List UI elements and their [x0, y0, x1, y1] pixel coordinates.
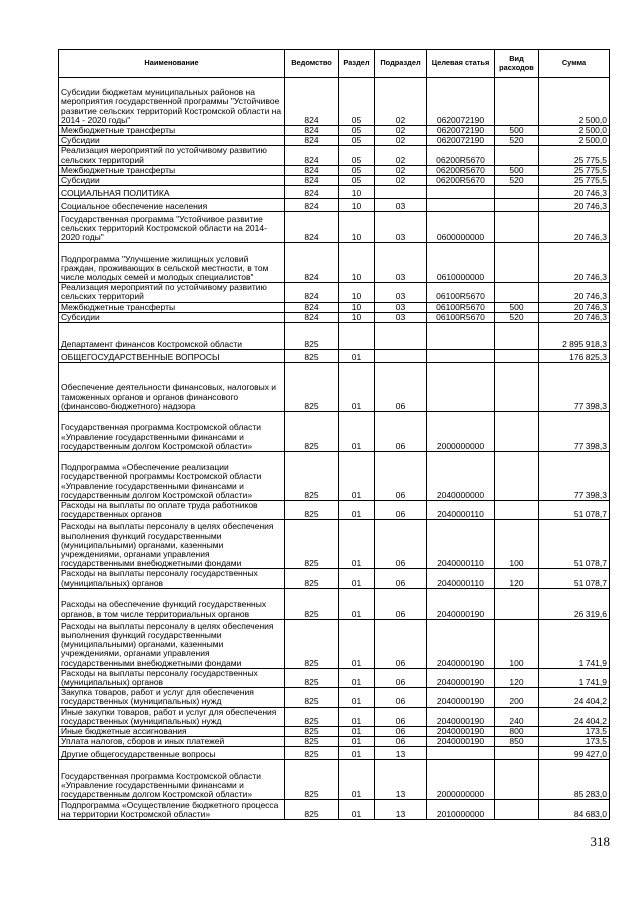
row-subsection: 03	[375, 302, 427, 312]
row-target-item: 2040000190	[427, 737, 495, 747]
row-target-item	[427, 199, 495, 212]
row-department: 825	[285, 727, 339, 737]
row-section: 01	[339, 363, 375, 412]
row-name: Государственная программа Костромской области «Управление государственными финансами и государственным долгом Костромской области»	[59, 412, 285, 452]
header-subsection: Подраздел	[375, 50, 427, 78]
row-name: Подпрограмма "Улучшение жилищных условий граждан, проживающих в сельской местности, в том числе молодых семей и молодых специалистов"	[59, 243, 285, 283]
table-row	[59, 501, 610, 520]
table-row	[59, 136, 610, 146]
row-expense-type: 120	[495, 668, 539, 687]
row-subsection: 03	[375, 212, 427, 243]
row-name: Государственная программа Костромской области «Управление государственными финансами и государственным долгом Костромской области»	[59, 760, 285, 800]
row-expense-type: 500	[495, 302, 539, 312]
row-expense-type	[495, 747, 539, 760]
row-amount: 20 746,3	[539, 312, 610, 322]
row-expense-type: 120	[495, 569, 539, 588]
table-row	[59, 520, 610, 569]
row-department: 824	[285, 212, 339, 243]
table-row	[59, 727, 610, 737]
row-department: 824	[285, 186, 339, 199]
row-expense-type	[495, 760, 539, 800]
row-department: 825	[285, 737, 339, 747]
row-subsection: 03	[375, 199, 427, 212]
row-department: 825	[285, 800, 339, 820]
row-amount: 176 825,3	[539, 350, 610, 363]
table-row	[59, 707, 610, 726]
row-expense-type: 520	[495, 136, 539, 146]
row-subsection	[375, 186, 427, 199]
row-section: 10	[339, 243, 375, 283]
row-subsection: 13	[375, 747, 427, 760]
table-row	[59, 312, 610, 322]
table-row	[59, 283, 610, 302]
row-department: 824	[285, 136, 339, 146]
row-target-item: 2040000190	[427, 707, 495, 726]
row-expense-type	[495, 588, 539, 619]
row-amount: 24 404,2	[539, 688, 610, 707]
header-section: Раздел	[339, 50, 375, 78]
row-section: 01	[339, 737, 375, 747]
row-subsection: 06	[375, 363, 427, 412]
row-target-item: 2040000110	[427, 501, 495, 520]
row-amount: 77 398,3	[539, 363, 610, 412]
row-target-item: 0600000000	[427, 212, 495, 243]
row-target-item: 2040000190	[427, 619, 495, 668]
row-department: 825	[285, 668, 339, 687]
row-section: 01	[339, 619, 375, 668]
row-subsection: 13	[375, 800, 427, 820]
row-section: 01	[339, 688, 375, 707]
row-section: 05	[339, 126, 375, 136]
row-department: 825	[285, 412, 339, 452]
row-target-item: 06100R5670	[427, 302, 495, 312]
row-subsection: 06	[375, 619, 427, 668]
row-name: Подпрограмма «Обеспечение реализации государственной программы Костромской области «Управление государственными финансами и государственным долгом Костромской области»	[59, 452, 285, 501]
row-expense-type	[495, 350, 539, 363]
row-department: 825	[285, 452, 339, 501]
row-amount: 20 746,3	[539, 302, 610, 312]
row-expense-type	[495, 78, 539, 126]
row-department: 824	[285, 78, 339, 126]
row-amount: 26 319,6	[539, 588, 610, 619]
row-subsection: 02	[375, 78, 427, 126]
row-department: 825	[285, 588, 339, 619]
row-target-item: 2040000190	[427, 668, 495, 687]
row-name: Закупка товаров, работ и услуг для обеспечения государственных (муниципальных) нужд	[59, 688, 285, 707]
row-section: 01	[339, 588, 375, 619]
row-department: 824	[285, 312, 339, 322]
row-subsection: 06	[375, 569, 427, 588]
row-expense-type	[495, 412, 539, 452]
row-section: 05	[339, 78, 375, 126]
table-row	[59, 588, 610, 619]
row-amount: 20 746,3	[539, 283, 610, 302]
row-section	[339, 323, 375, 350]
row-name: СОЦИАЛЬНАЯ ПОЛИТИКА	[59, 186, 285, 199]
row-subsection	[375, 323, 427, 350]
row-subsection: 13	[375, 760, 427, 800]
row-section: 01	[339, 412, 375, 452]
row-amount: 25 775,5	[539, 165, 610, 175]
row-section: 01	[339, 668, 375, 687]
row-target-item: 06200R5670	[427, 146, 495, 165]
row-name: Субсидии	[59, 176, 285, 186]
row-section: 10	[339, 186, 375, 199]
row-amount: 2 500,0	[539, 126, 610, 136]
row-subsection: 06	[375, 520, 427, 569]
row-amount: 25 775,5	[539, 146, 610, 165]
row-subsection: 06	[375, 737, 427, 747]
row-name: Иные закупки товаров, работ и услуг для обеспечения государственных (муниципальных) нужд	[59, 707, 285, 726]
table-row	[59, 302, 610, 312]
row-target-item: 2040000190	[427, 688, 495, 707]
row-section: 01	[339, 747, 375, 760]
row-department: 824	[285, 126, 339, 136]
table-row	[59, 323, 610, 350]
table-row	[59, 737, 610, 747]
row-expense-type: 100	[495, 520, 539, 569]
row-name: Иные бюджетные ассигнования	[59, 727, 285, 737]
table-row	[59, 619, 610, 668]
row-name: Реализация мероприятий по устойчивому развитию сельских территорий	[59, 283, 285, 302]
header-amount: Сумма	[539, 50, 610, 78]
row-department: 824	[285, 283, 339, 302]
row-amount: 51 078,7	[539, 520, 610, 569]
row-expense-type	[495, 212, 539, 243]
row-amount: 20 746,3	[539, 212, 610, 243]
row-name: Расходы на обеспечение функций государственных органов, в том числе территориальных органов	[59, 588, 285, 619]
row-expense-type	[495, 186, 539, 199]
row-amount: 20 746,3	[539, 186, 610, 199]
row-expense-type: 520	[495, 312, 539, 322]
table-row	[59, 243, 610, 283]
row-name: Департамент финансов Костромской области	[59, 323, 285, 350]
row-department: 825	[285, 707, 339, 726]
row-target-item: 0620072190	[427, 78, 495, 126]
row-subsection: 06	[375, 727, 427, 737]
row-name: Обеспечение деятельности финансовых, налоговых и таможенных органов и органов финансового (финансово-бюджетного) надзора	[59, 363, 285, 412]
row-department: 824	[285, 243, 339, 283]
row-subsection: 06	[375, 688, 427, 707]
row-name: Социальное обеспечение населения	[59, 199, 285, 212]
table-row	[59, 186, 610, 199]
row-department: 825	[285, 323, 339, 350]
row-target-item: 0610000000	[427, 243, 495, 283]
table-row	[59, 212, 610, 243]
row-section: 05	[339, 176, 375, 186]
row-name: Межбюджетные трансферты	[59, 302, 285, 312]
row-department: 824	[285, 146, 339, 165]
row-section: 01	[339, 452, 375, 501]
table-row	[59, 688, 610, 707]
page-number: 318	[590, 834, 610, 849]
row-subsection: 06	[375, 501, 427, 520]
row-department: 824	[285, 302, 339, 312]
header-target-item: Целевая статья	[427, 50, 495, 78]
row-expense-type	[495, 323, 539, 350]
row-expense-type	[495, 283, 539, 302]
row-section: 01	[339, 501, 375, 520]
row-expense-type	[495, 146, 539, 165]
row-expense-type: 200	[495, 688, 539, 707]
row-target-item: 2000000000	[427, 412, 495, 452]
row-name: Подпрограмма «Осуществление бюджетного процесса на территории Костромской области»	[59, 800, 285, 820]
row-department: 825	[285, 520, 339, 569]
row-target-item: 2010000000	[427, 800, 495, 820]
row-subsection: 02	[375, 176, 427, 186]
row-name: Другие общегосударственные вопросы	[59, 747, 285, 760]
row-amount: 173,5	[539, 727, 610, 737]
row-expense-type: 520	[495, 176, 539, 186]
row-amount: 84 683,0	[539, 800, 610, 820]
row-target-item: 06100R5670	[427, 283, 495, 302]
row-department: 825	[285, 501, 339, 520]
row-name: Субсидии бюджетам муниципальных районов на мероприятия государственной программы "Устойчивое развитие сельских территорий Костромской области на 2014 - 2020 годы"	[59, 78, 285, 126]
row-target-item	[427, 350, 495, 363]
table-row	[59, 350, 610, 363]
row-subsection: 03	[375, 283, 427, 302]
row-target-item	[427, 323, 495, 350]
row-section: 01	[339, 350, 375, 363]
row-department: 824	[285, 165, 339, 175]
row-amount: 99 427,0	[539, 747, 610, 760]
row-name: Расходы на выплаты персоналу государственных (муниципальных) органов	[59, 668, 285, 687]
header-expense-type: Вид расходов	[495, 50, 539, 78]
row-subsection: 02	[375, 126, 427, 136]
row-department: 824	[285, 199, 339, 212]
row-amount: 2 500,0	[539, 78, 610, 126]
row-target-item	[427, 186, 495, 199]
row-amount: 77 398,3	[539, 452, 610, 501]
row-expense-type: 500	[495, 126, 539, 136]
row-amount: 51 078,7	[539, 501, 610, 520]
row-amount: 20 746,3	[539, 199, 610, 212]
row-subsection: 02	[375, 136, 427, 146]
row-expense-type: 500	[495, 165, 539, 175]
row-target-item: 06200R5670	[427, 165, 495, 175]
row-target-item: 0620072190	[427, 126, 495, 136]
row-section: 01	[339, 760, 375, 800]
row-target-item: 0620072190	[427, 136, 495, 146]
row-name: Расходы на выплаты персоналу государственных (муниципальных) органов	[59, 569, 285, 588]
row-target-item	[427, 363, 495, 412]
table-row	[59, 569, 610, 588]
row-subsection: 03	[375, 312, 427, 322]
row-department: 824	[285, 176, 339, 186]
row-subsection: 03	[375, 243, 427, 283]
table-header-row	[59, 50, 610, 78]
table-row	[59, 78, 610, 126]
row-expense-type	[495, 800, 539, 820]
row-section: 10	[339, 302, 375, 312]
table-row	[59, 126, 610, 136]
row-department: 825	[285, 363, 339, 412]
table-row	[59, 176, 610, 186]
row-amount: 51 078,7	[539, 569, 610, 588]
row-department: 825	[285, 688, 339, 707]
table-row	[59, 668, 610, 687]
table-row	[59, 747, 610, 760]
row-target-item: 2040000190	[427, 588, 495, 619]
row-name: Субсидии	[59, 312, 285, 322]
row-section: 10	[339, 283, 375, 302]
row-amount: 2 500,0	[539, 136, 610, 146]
row-amount: 173,5	[539, 737, 610, 747]
row-section: 01	[339, 520, 375, 569]
row-name: Межбюджетные трансферты	[59, 165, 285, 175]
table-row	[59, 452, 610, 501]
row-target-item	[427, 747, 495, 760]
row-target-item: 06200R5670	[427, 176, 495, 186]
row-name: Расходы на выплаты персоналу в целях обеспечения выполнения функций государственными (муниципальными) органами, казенными учреждениями, органами управления государственными внебюджетными фондами	[59, 520, 285, 569]
row-expense-type	[495, 363, 539, 412]
table-body	[59, 78, 610, 820]
row-name: Субсидии	[59, 136, 285, 146]
row-department: 825	[285, 619, 339, 668]
table-row	[59, 760, 610, 800]
row-amount: 24 404,2	[539, 707, 610, 726]
row-name: ОБЩЕГОСУДАРСТВЕННЫЕ ВОПРОСЫ	[59, 350, 285, 363]
row-name: Уплата налогов, сборов и иных платежей	[59, 737, 285, 747]
row-target-item: 2040000110	[427, 520, 495, 569]
row-amount: 2 895 918,3	[539, 323, 610, 350]
row-expense-type: 800	[495, 727, 539, 737]
table-row	[59, 800, 610, 820]
row-name: Расходы на выплаты по оплате труда работников государственных органов	[59, 501, 285, 520]
row-department: 825	[285, 350, 339, 363]
row-amount: 25 775,5	[539, 176, 610, 186]
row-section: 01	[339, 707, 375, 726]
row-expense-type: 100	[495, 619, 539, 668]
row-section: 05	[339, 136, 375, 146]
row-subsection: 02	[375, 165, 427, 175]
table-row	[59, 363, 610, 412]
row-amount: 77 398,3	[539, 412, 610, 452]
row-amount: 20 746,3	[539, 243, 610, 283]
row-name: Государственная программа "Устойчивое развитие сельских территорий Костромской области на 2014-2020 годы"	[59, 212, 285, 243]
row-target-item: 2040000000	[427, 452, 495, 501]
row-name: Расходы на выплаты персоналу в целях обеспечения выполнения функций государственными (муниципальными) органами, казенными учреждениями, органами управления государственными внебюджетными фондами	[59, 619, 285, 668]
row-target-item: 2000000000	[427, 760, 495, 800]
table-row	[59, 199, 610, 212]
row-subsection: 06	[375, 707, 427, 726]
table-row	[59, 146, 610, 165]
row-subsection: 06	[375, 668, 427, 687]
row-subsection: 02	[375, 146, 427, 165]
row-subsection: 06	[375, 588, 427, 619]
row-section: 01	[339, 800, 375, 820]
row-name: Межбюджетные трансферты	[59, 126, 285, 136]
row-department: 825	[285, 569, 339, 588]
row-target-item: 06100R5670	[427, 312, 495, 322]
row-amount: 1 741,9	[539, 619, 610, 668]
header-department: Ведомство	[285, 50, 339, 78]
row-expense-type: 240	[495, 707, 539, 726]
row-section: 05	[339, 165, 375, 175]
row-expense-type	[495, 243, 539, 283]
table-row	[59, 165, 610, 175]
row-section: 10	[339, 199, 375, 212]
header-name: Наименование	[59, 50, 285, 78]
row-department: 825	[285, 760, 339, 800]
row-amount: 85 283,0	[539, 760, 610, 800]
row-amount: 1 741,9	[539, 668, 610, 687]
row-subsection: 06	[375, 452, 427, 501]
row-expense-type	[495, 199, 539, 212]
row-target-item: 2040000110	[427, 569, 495, 588]
row-department: 825	[285, 747, 339, 760]
row-section: 01	[339, 727, 375, 737]
row-subsection	[375, 350, 427, 363]
row-section: 05	[339, 146, 375, 165]
row-section: 10	[339, 312, 375, 322]
budget-table	[58, 49, 610, 820]
row-subsection: 06	[375, 412, 427, 452]
row-section: 01	[339, 569, 375, 588]
row-target-item: 2040000190	[427, 727, 495, 737]
table-row	[59, 412, 610, 452]
row-name: Реализация мероприятий по устойчивому развитию сельских территорий	[59, 146, 285, 165]
row-expense-type	[495, 501, 539, 520]
row-expense-type: 850	[495, 737, 539, 747]
row-expense-type	[495, 452, 539, 501]
row-section: 10	[339, 212, 375, 243]
